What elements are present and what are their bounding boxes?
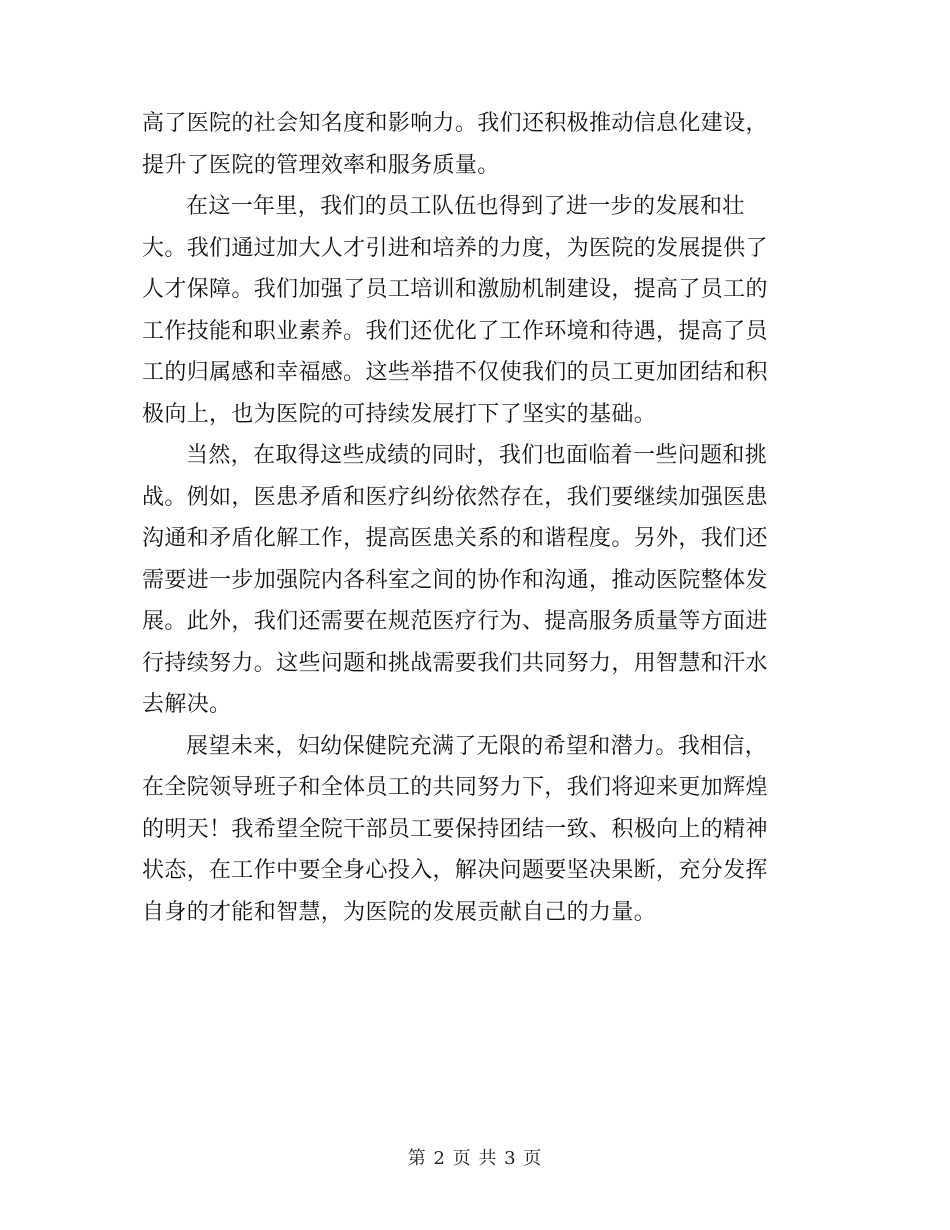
text-line: 当然，在取得这些成绩的同时，我们也面临着一些问题和挑 bbox=[186, 443, 768, 468]
text-line: 状态，在工作中要全身心投入，解决问题要坚决果断，充分发挥 bbox=[142, 858, 768, 883]
text-line: 极向上，也为医院的可持续发展打下了坚实的基础。 bbox=[142, 401, 657, 427]
text-line: 提升了医院的管理效率和服务质量。 bbox=[142, 152, 500, 178]
text-line: 展望未来，妇幼保健院充满了无限的希望和潜力。我相信， bbox=[186, 733, 768, 759]
text-line: 行持续努力。这些问题和挑战需要我们共同努力，用智慧和汗水 bbox=[142, 650, 768, 676]
text-line: 去解决。 bbox=[142, 692, 232, 717]
text-line: 沟通和矛盾化解工作，提高医患关系的和谐程度。另外，我们还 bbox=[142, 526, 768, 551]
text-line: 在全院领导班子和全体员工的共同努力下，我们将迎来更加辉煌 bbox=[142, 775, 768, 800]
paragraph-continuation bbox=[142, 103, 800, 186]
text-line: 需要进一步加强院内各科室之间的协作和沟通，推动医院整体发 bbox=[142, 567, 768, 593]
text-line: 工作技能和职业素养。我们还优化了工作环境和待遇，提高了员 bbox=[142, 318, 768, 344]
paragraph-outlook bbox=[142, 726, 800, 934]
text-line: 展。此外，我们还需要在规范医疗行为、提高服务质量等方面进 bbox=[142, 609, 768, 634]
document-body bbox=[142, 103, 800, 933]
page-number-footer: 第 2 页 共 3 页 bbox=[407, 1148, 543, 1169]
text-line: 人才保障。我们加强了员工培训和激励机制建设，提高了员工的 bbox=[142, 277, 768, 302]
text-line: 自身的才能和智慧，为医院的发展贡献自己的力量。 bbox=[142, 899, 657, 925]
text-line: 的明天！我希望全院干部员工要保持团结一致、积极向上的精神 bbox=[142, 816, 768, 842]
text-line: 战。例如，医患矛盾和医疗纠纷依然存在，我们要继续加强医患 bbox=[142, 484, 768, 510]
text-line: 高了医院的社会知名度和影响力。我们还积极推动信息化建设， bbox=[142, 111, 768, 136]
text-line: 工的归属感和幸福感。这些举措不仅使我们的员工更加团结和积 bbox=[142, 360, 768, 385]
paragraph-staff-development bbox=[142, 186, 800, 435]
paragraph-challenges bbox=[142, 435, 800, 726]
text-line: 大。我们通过加大人才引进和培养的力度，为医院的发展提供了 bbox=[142, 235, 768, 261]
text-line: 在这一年里，我们的员工队伍也得到了进一步的发展和壮 bbox=[186, 194, 745, 219]
